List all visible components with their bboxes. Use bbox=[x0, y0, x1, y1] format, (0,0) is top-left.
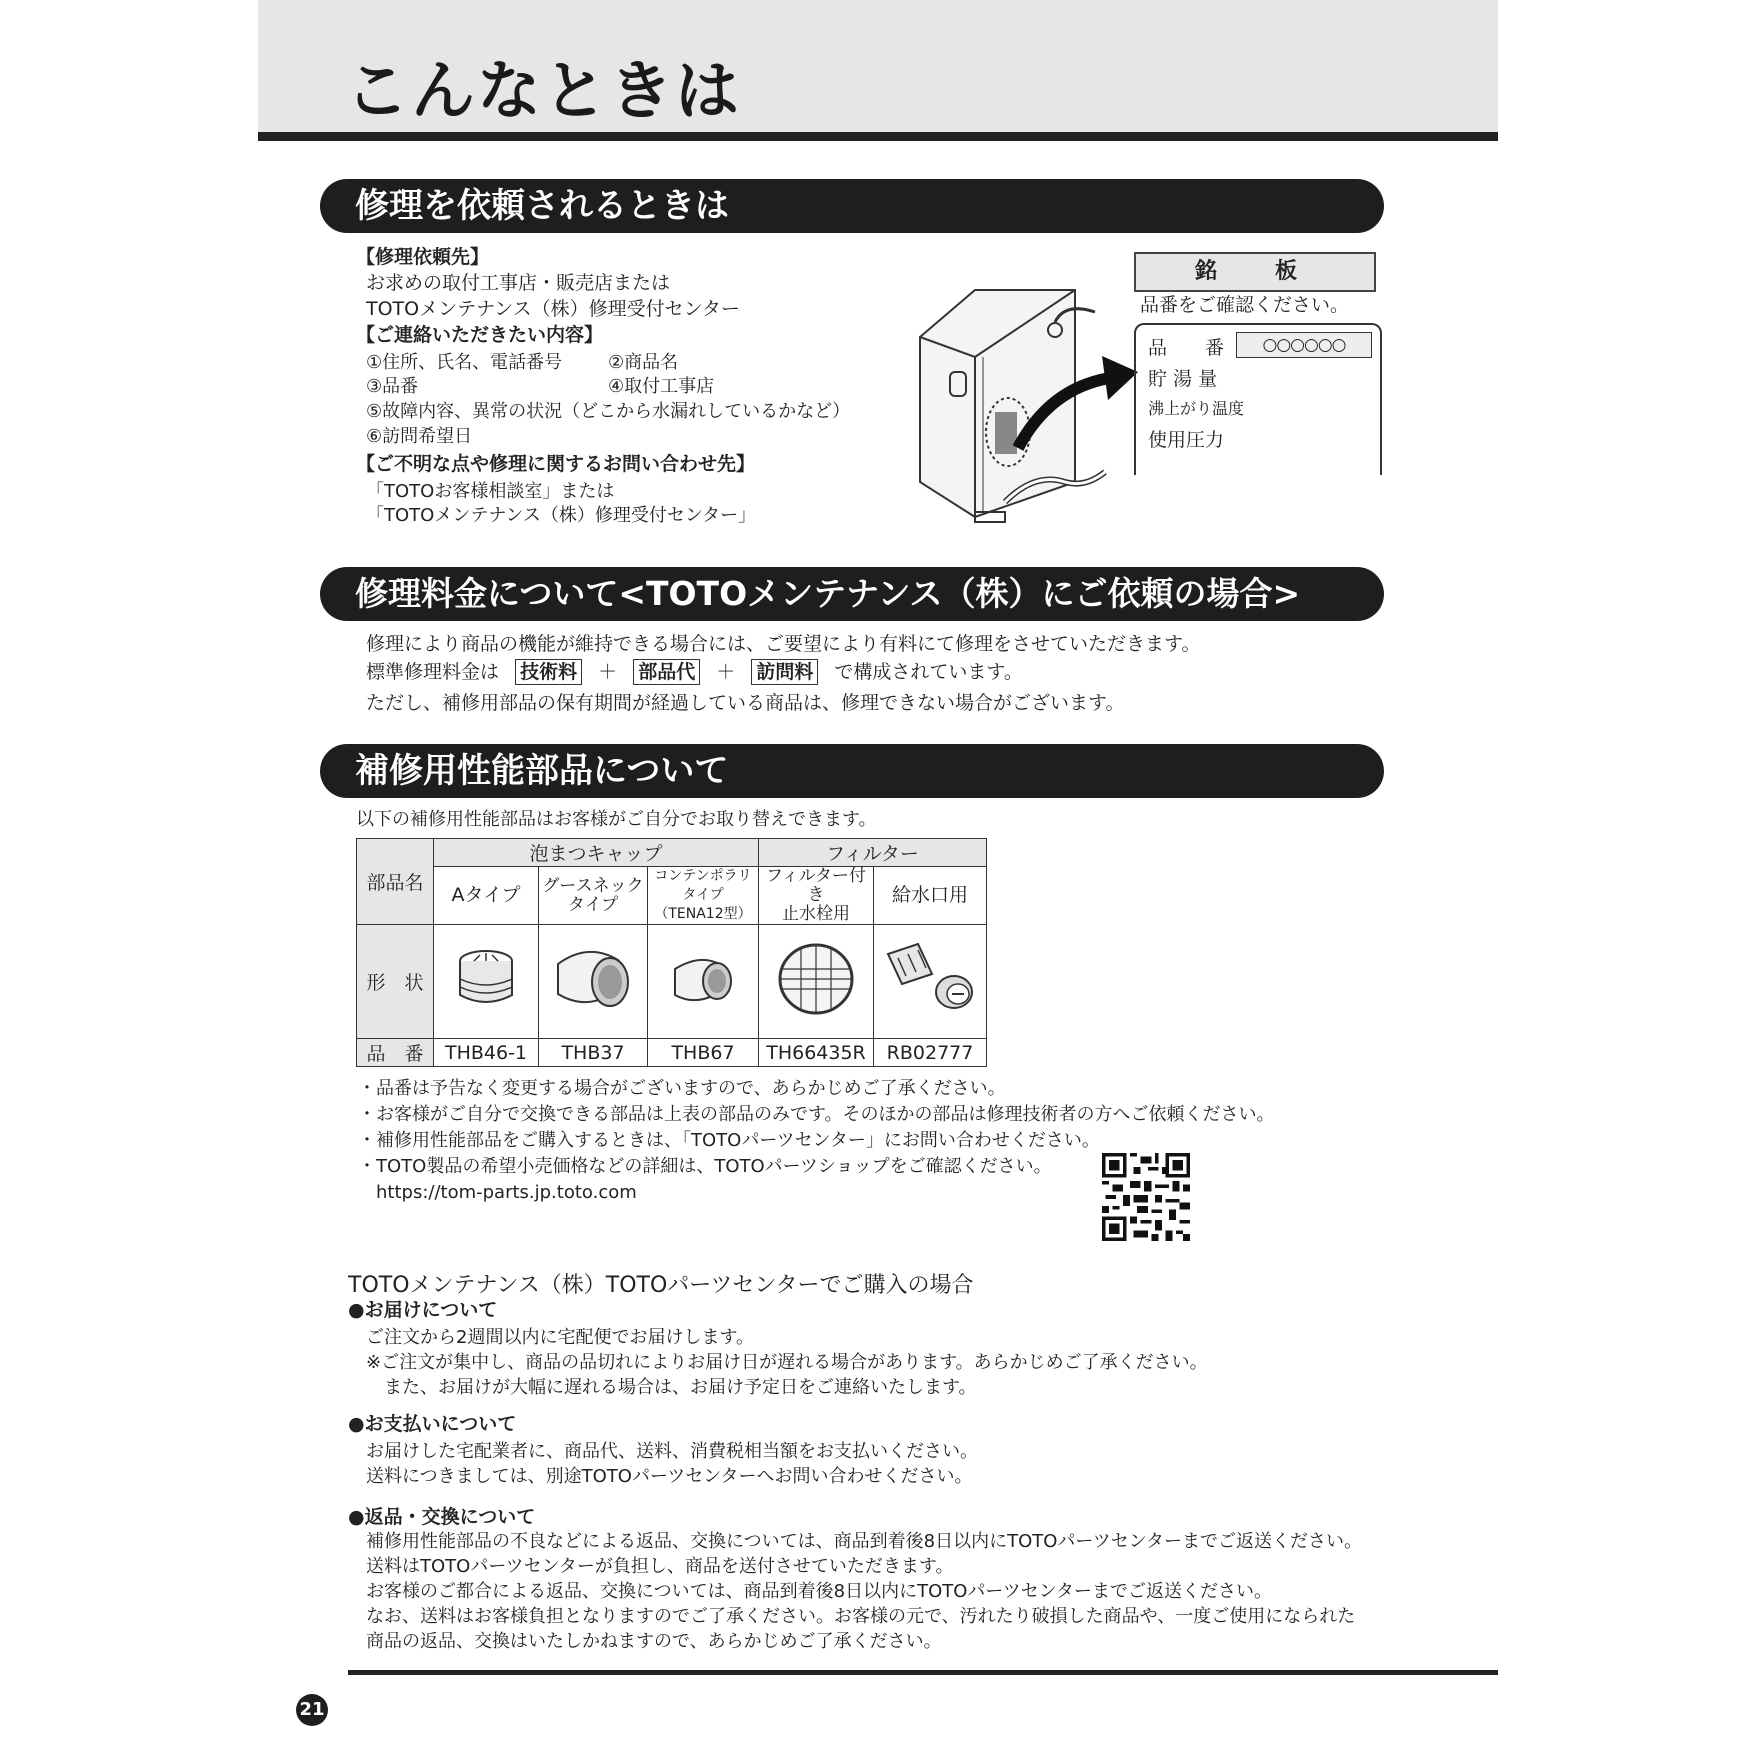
delivery-line: また、お届けが大幅に遅れる場合は、お届け予定日をご連絡いたします。 bbox=[366, 1377, 977, 1398]
fee-technical: 技術料 bbox=[515, 659, 582, 685]
part-number-cell: THB37 bbox=[539, 1039, 648, 1067]
part-name-cell: グースネック タイプ bbox=[539, 867, 648, 925]
parts-shop-url[interactable]: https://tom-parts.jp.toto.com bbox=[376, 1182, 637, 1203]
part-image-cell bbox=[759, 925, 874, 1039]
filter-inlet-image bbox=[880, 934, 980, 1024]
fee-suffix: で構成されています。 bbox=[834, 661, 1023, 683]
return-line: 補修用性能部品の不良などによる返品、交換については、商品到着後8日以内にTOTOパーツセンターまでご返送ください。 bbox=[366, 1531, 1362, 1552]
nameplate-number-placeholder: ○○○○○○ bbox=[1236, 332, 1372, 358]
nameplate-row-pressure: 使用圧力 bbox=[1148, 429, 1225, 451]
contact-item: ③品番 bbox=[366, 376, 419, 397]
contact-heading: 【ご連絡いただきたい内容】 bbox=[356, 324, 604, 346]
fee-visit: 訪問料 bbox=[751, 659, 818, 685]
parts-note: ・TOTO製品の希望小売価格などの詳細は、TOTOパーツショップをご確認ください。 bbox=[358, 1156, 1052, 1177]
nameplate-row-temperature: 沸上がり温度 bbox=[1148, 399, 1245, 418]
nameplate-row-number: 品 番 bbox=[1148, 337, 1225, 359]
page-title: こんなときは bbox=[345, 55, 741, 129]
request-line: TOTOメンテナンス（株）修理受付センター bbox=[366, 298, 740, 320]
arrow-icon bbox=[1010, 348, 1140, 458]
table-header-filter: フィルター bbox=[759, 839, 987, 867]
part-name-cell: Aタイプ bbox=[434, 867, 539, 925]
section-title-repair-fee: 修理料金について<TOTOメンテナンス（株）にご依頼の場合> bbox=[355, 574, 1301, 613]
payment-line: 送料につきましては、別途TOTOパーツセンターへお問い合わせください。 bbox=[366, 1466, 973, 1487]
parts-note: ・品番は予告なく変更する場合がございますので、あらかじめご了承ください。 bbox=[358, 1078, 1006, 1099]
plus-sign: ＋ bbox=[716, 661, 736, 683]
payment-heading: ●お支払いについて bbox=[348, 1413, 517, 1435]
contact-item: ②商品名 bbox=[608, 352, 679, 373]
part-image-cell bbox=[434, 925, 539, 1039]
part-number-cell: TH66435R bbox=[759, 1039, 874, 1067]
contact-item: ⑥訪問希望日 bbox=[366, 426, 473, 447]
inquiry-line: 「TOTOメンテナンス（株）修理受付センター」 bbox=[366, 505, 757, 526]
footer-rule bbox=[348, 1670, 1498, 1675]
page-number: 21 bbox=[296, 1694, 328, 1726]
fee-prefix: 標準修理料金は bbox=[366, 661, 500, 683]
part-image-cell bbox=[648, 925, 759, 1039]
return-heading: ●返品・交換について bbox=[348, 1506, 536, 1528]
part-number-cell: THB46-1 bbox=[434, 1039, 539, 1067]
part-image-cell bbox=[539, 925, 648, 1039]
part-image-cell bbox=[874, 925, 987, 1039]
nameplate-row-capacity: 貯 湯 量 bbox=[1148, 368, 1218, 390]
nameplate-title: 銘 板 bbox=[1134, 252, 1376, 292]
fee-line-2 bbox=[366, 659, 1023, 685]
table-row bbox=[357, 839, 987, 867]
inquiry-line: 「TOTOお客様相談室」または bbox=[366, 481, 615, 502]
parts-intro: 以下の補修用性能部品はお客様がご自分でお取り替えできます。 bbox=[356, 809, 877, 830]
aerator-a-type-image bbox=[446, 939, 526, 1019]
part-name-cell: フィルター付き 止水栓用 bbox=[759, 867, 874, 925]
delivery-line: ご注文から2週間以内に宅配便でお届けします。 bbox=[366, 1327, 755, 1348]
return-line: 商品の返品、交換はいたしかねますので、あらかじめご了承ください。 bbox=[366, 1631, 942, 1652]
aerator-contemporary-image bbox=[663, 939, 743, 1019]
delivery-heading: ●お届けについて bbox=[348, 1299, 498, 1321]
table-row bbox=[357, 1039, 987, 1067]
parts-table bbox=[356, 838, 987, 1067]
part-name-cell: 給水口用 bbox=[874, 867, 987, 925]
part-name-cell: コンテンポラリタイプ （TENA12型） bbox=[648, 867, 759, 925]
qr-code-icon[interactable] bbox=[1102, 1153, 1190, 1241]
parts-note: ・補修用性能部品をご購入するときは、「TOTOパーツセンター」にお問い合わせください。 bbox=[358, 1130, 1100, 1151]
return-line: なお、送料はお客様負担となりますのでご了承ください。お客様の元で、汚れたり破損した商品や、一度ご使用になられた bbox=[366, 1606, 1356, 1627]
section-title-repair-parts: 補修用性能部品について bbox=[355, 751, 729, 791]
part-number-cell: THB67 bbox=[648, 1039, 759, 1067]
fee-parts: 部品代 bbox=[633, 659, 700, 685]
contact-item: ⑤故障内容、異常の状況（どこから水漏れしているかなど） bbox=[366, 401, 851, 422]
return-line: お客様のご都合による返品、交換については、商品到着後8日以内にTOTOパーツセンターまでご返送ください。 bbox=[366, 1581, 1272, 1602]
table-row bbox=[357, 867, 987, 925]
table-header-part-name: 部品名 bbox=[357, 839, 434, 925]
nameplate-instruction: 品番をご確認ください。 bbox=[1140, 294, 1350, 316]
filter-stopcock-image bbox=[771, 934, 861, 1024]
plus-sign: ＋ bbox=[598, 661, 618, 683]
table-row bbox=[357, 925, 987, 1039]
table-header-part-number: 品 番 bbox=[357, 1039, 434, 1067]
payment-line: お届けした宅配業者に、商品代、送料、消費税相当額をお支払いください。 bbox=[366, 1441, 978, 1462]
parts-note: ・お客様がご自分で交換できる部品は上表の部品のみです。そのほかの部品は修理技術者の方へご依頼ください。 bbox=[358, 1104, 1275, 1125]
section-title-repair-request: 修理を依頼されるときは bbox=[355, 186, 729, 226]
request-heading: 【修理依頼先】 bbox=[356, 246, 490, 268]
contact-item: ④取付工事店 bbox=[608, 376, 715, 397]
purchase-title: TOTOメンテナンス（株）TOTOパーツセンターでご購入の場合 bbox=[348, 1273, 974, 1298]
part-number-cell: RB02777 bbox=[874, 1039, 987, 1067]
table-header-shape: 形 状 bbox=[357, 925, 434, 1039]
request-line: お求めの取付工事店・販売店または bbox=[366, 272, 671, 294]
contact-item: ①住所、氏名、電話番号 bbox=[366, 352, 563, 373]
table-header-aerator: 泡まつキャップ bbox=[434, 839, 759, 867]
fee-line-3: ただし、補修用部品の保有期間が経過している商品は、修理できない場合がございます。 bbox=[366, 692, 1125, 714]
header-rule bbox=[258, 132, 1498, 141]
delivery-line: ※ご注文が集中し、商品の品切れによりお届け日が遅れる場合があります。あらかじめご了承ください。 bbox=[366, 1352, 1208, 1373]
fee-line-1: 修理により商品の機能が維持できる場合には、ご要望により有料にて修理をさせていただきます。 bbox=[366, 633, 1201, 655]
aerator-gooseneck-image bbox=[548, 934, 638, 1024]
return-line: 送料はTOTOパーツセンターが負担し、商品を送付させていただきます。 bbox=[366, 1556, 954, 1577]
inquiry-heading: 【ご不明な点や修理に関するお問い合わせ先】 bbox=[356, 453, 756, 475]
